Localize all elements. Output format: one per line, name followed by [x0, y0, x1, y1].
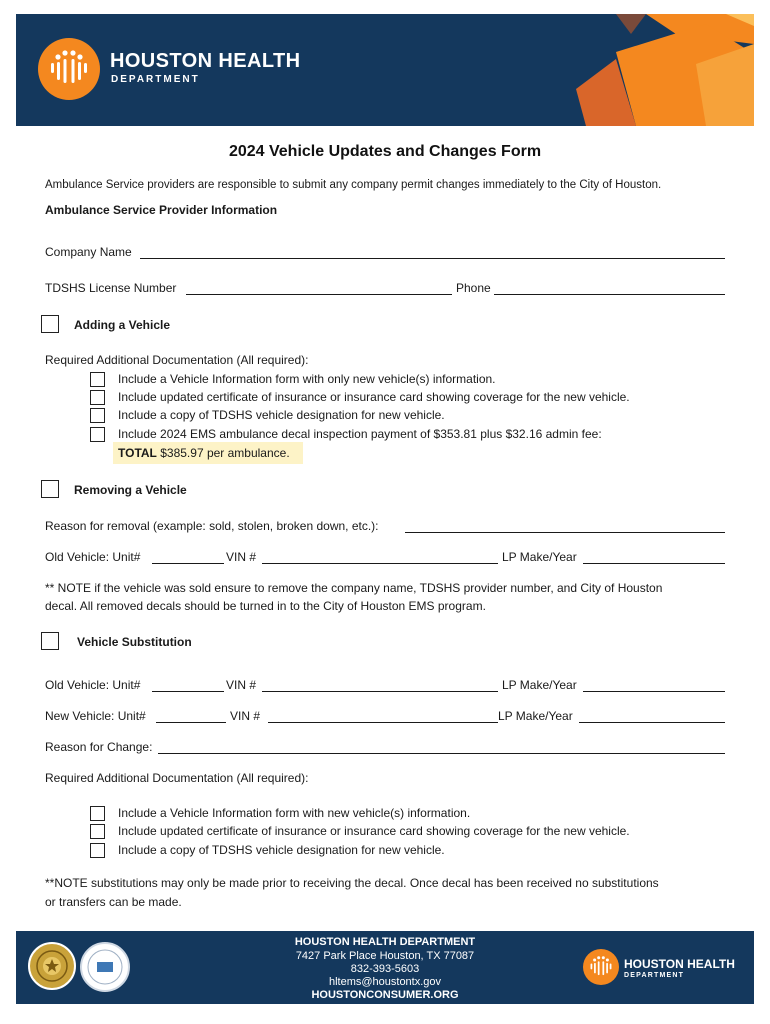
- sub-new-vin-field[interactable]: [268, 722, 498, 723]
- adding-vehicle-label: Adding a Vehicle: [74, 318, 171, 332]
- removing-old-unit-field[interactable]: [152, 563, 224, 564]
- removing-old-unit-label: Old Vehicle: Unit#: [45, 550, 141, 564]
- houston-health-logo-icon: [38, 38, 100, 100]
- phone-field[interactable]: [494, 294, 725, 295]
- footer-logo-icon: [583, 949, 619, 985]
- sub-old-lp-label: LP Make/Year: [502, 678, 577, 692]
- adding-doc-checkbox-2[interactable]: [90, 390, 105, 405]
- header-banner: [16, 14, 754, 126]
- sub-doc-checkbox-3[interactable]: [90, 843, 105, 858]
- substitution-label: Vehicle Substitution: [77, 635, 192, 649]
- footer-website[interactable]: HOUSTONCONSUMER.ORG: [311, 989, 459, 1001]
- total-line: [118, 446, 290, 460]
- footer-org: HOUSTON HEALTH DEPARTMENT: [294, 936, 476, 948]
- footer-banner: [16, 931, 754, 1004]
- adding-required-label: Required Additional Documentation (All required):: [45, 353, 309, 367]
- sub-required-label: Required Additional Documentation (All required):: [45, 771, 309, 785]
- sub-old-unit-label: Old Vehicle: Unit#: [45, 678, 141, 692]
- footer-brand-subtitle: DEPARTMENT: [624, 972, 685, 979]
- company-name-field[interactable]: [140, 258, 725, 259]
- sub-reason-label: Reason for Change:: [45, 740, 153, 754]
- removing-vehicle-label: Removing a Vehicle: [74, 483, 187, 497]
- removing-vin-label: VIN #: [226, 550, 257, 564]
- removing-note-line1: ** NOTE if the vehicle was sold ensure to remove the company name, TDSHS provider number, and City of Houston: [45, 581, 663, 595]
- adding-doc-checkbox-4[interactable]: [90, 427, 105, 442]
- sub-doc-checkbox-1[interactable]: [90, 806, 105, 821]
- removing-vehicle-checkbox[interactable]: [41, 480, 59, 498]
- sub-old-vin-label: VIN #: [226, 678, 257, 692]
- license-field[interactable]: [186, 294, 452, 295]
- sub-old-lp-field[interactable]: [583, 691, 725, 692]
- decorative-shapes: [576, 14, 754, 126]
- adding-vehicle-checkbox[interactable]: [41, 315, 59, 333]
- sub-doc-item-2: Include updated certificate of insurance or insurance card showing coverage for the new vehicle.: [118, 824, 630, 838]
- license-label: TDSHS License Number: [45, 281, 177, 295]
- footer-brand-title: HOUSTON HEALTH: [624, 957, 735, 971]
- sub-new-unit-label: New Vehicle: Unit#: [45, 709, 146, 723]
- sub-new-vin-label: VIN #: [230, 709, 261, 723]
- sub-new-lp-field[interactable]: [579, 722, 725, 723]
- footer-phone: 832-393-5603: [350, 963, 420, 975]
- sub-old-unit-field[interactable]: [152, 691, 224, 692]
- phone-label: Phone: [456, 281, 491, 295]
- adding-doc-item-3: Include a copy of TDSHS vehicle designation for new vehicle.: [118, 408, 445, 422]
- adding-doc-checkbox-1[interactable]: [90, 372, 105, 387]
- sub-note-line1: **NOTE substitutions may only be made prior to receiving the decal. Once decal has been received no substitutions: [45, 876, 659, 890]
- company-name-label: Company Name: [45, 245, 132, 259]
- footer-address: 7427 Park Place Houston, TX 77087: [295, 950, 475, 962]
- sub-doc-checkbox-2[interactable]: [90, 824, 105, 839]
- removal-reason-field[interactable]: [405, 532, 725, 533]
- removing-note-line2: decal. All removed decals should be turned in to the City of Houston EMS program.: [45, 599, 486, 613]
- sub-reason-field[interactable]: [158, 753, 725, 754]
- adding-doc-item-2: Include updated certificate of insurance or insurance card showing coverage for the new vehicle.: [118, 390, 630, 404]
- sub-new-unit-field[interactable]: [156, 722, 226, 723]
- brand-subtitle: DEPARTMENT: [111, 74, 200, 85]
- sub-old-vin-field[interactable]: [262, 691, 498, 692]
- adding-doc-item-1: Include a Vehicle Information form with only new vehicle(s) information.: [118, 372, 496, 386]
- sub-doc-item-1: Include a Vehicle Information form with new vehicle(s) information.: [118, 806, 471, 820]
- total-label: TOTAL: [118, 446, 157, 460]
- removing-vin-field[interactable]: [262, 563, 498, 564]
- form-title: 2024 Vehicle Updates and Changes Form: [228, 143, 542, 160]
- removing-lp-label: LP Make/Year: [502, 550, 577, 564]
- removal-reason-label: Reason for removal (example: sold, stolen, broken down, etc.):: [45, 519, 379, 533]
- footer-email[interactable]: hltems@houstontx.gov: [328, 976, 442, 988]
- adding-doc-checkbox-3[interactable]: [90, 408, 105, 423]
- sub-new-lp-label: LP Make/Year: [498, 709, 573, 723]
- sub-doc-item-3: Include a copy of TDSHS vehicle designation for new vehicle.: [118, 843, 445, 857]
- provider-heading: Ambulance Service Provider Information: [45, 203, 278, 217]
- total-value: $385.97 per ambulance.: [160, 446, 290, 460]
- adding-doc-item-4: Include 2024 EMS ambulance decal inspection payment of $353.81 plus $32.16 admin fee:: [118, 427, 602, 441]
- brand-title: HOUSTON HEALTH: [110, 50, 301, 72]
- removing-lp-field[interactable]: [583, 563, 725, 564]
- substitution-checkbox[interactable]: [41, 632, 59, 650]
- sub-note-line2: or transfers can be made.: [45, 895, 182, 909]
- intro-text: Ambulance Service providers are responsible to submit any company permit changes immediately to the City of Houston.: [45, 179, 662, 191]
